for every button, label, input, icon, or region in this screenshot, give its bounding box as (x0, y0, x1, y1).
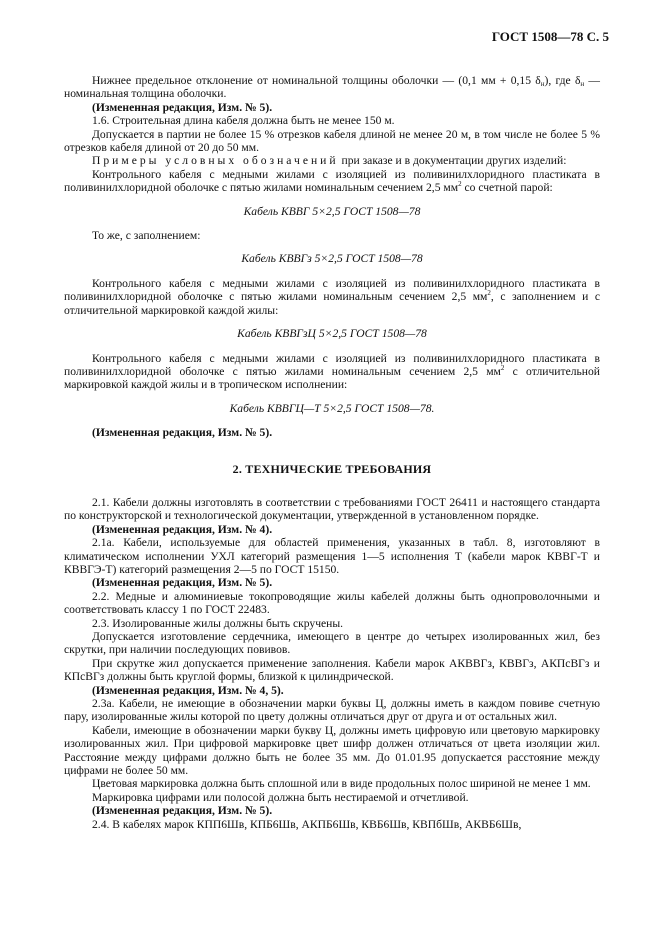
amendment-note: (Измененная редакция, Изм. № 5). (92, 576, 273, 590)
paragraph-2-4: 2.4. В кабелях марок КПП6Шв, КПБ6Шв, АКПБ6Шв, КВБ6Шв, КВПбШв, АКВБ6Шв, (92, 817, 522, 831)
amendment-note: (Измененная редакция, Изм. № 4, 5). (92, 683, 284, 697)
paragraph-example-4: Контрольного кабеля с медными жилами с изоляцией из поливинилхлоридного пластиката в поливинилхлоридной оболочке с пятью жилами номинальным сечением 2,5 $мм^2$ с отличительной маркировкой каждой жилы и в тропическом исполнении: (64, 351, 600, 392)
paragraph-color-marking: Цветовая маркировка должна быть сплошной или в виде продольных полос шириной не менее 1 мм. (92, 777, 591, 791)
paragraph-2-1: 2.1. Кабели должны изготовлять в соответствии с требованиями ГОСТ 26411 и настоящего стандарта по конструкторской и технологической документации, утвержденной в установленном порядке. (64, 495, 600, 523)
amendment-note: (Измененная редакция, Изм. № 5). (92, 100, 273, 114)
paragraph-core-without-twist: Допускается изготовление сердечника, имеющего в центре до четырех изолированных жил, без скрутки, при наличии последующих повивов. (64, 630, 600, 657)
paragraph-marking: Кабели, имеющие в обозначении марки букву Ц, должны иметь цифровую или цветовую маркировку изолированных жил. При цифровой маркировке цвет шифр должен отличаться от цвета изоляции жил. Расстояние между цифрами должно быть не более 35 мм. До 01.01.95 допускается расстояние между цифрами не более 50 мм. (64, 723, 600, 778)
page-body (64, 74, 600, 831)
amendment-note: (Измененная редакция, Изм. № 5). (92, 426, 273, 440)
designation-3: Кабель КВВГзЦ 5×2,5 ГОСТ 1508—78 (237, 327, 427, 341)
page-header: ГОСТ 1508—78 С. 5 (491, 29, 609, 44)
designation-4: Кабель КВВГЦ—Т 5×2,5 ГОСТ 1508—78. (229, 401, 435, 415)
paragraph-example-3: Контрольного кабеля с медными жилами с изоляцией из поливинилхлоридного пластиката в поливинилхлоридной оболочке с пятью жилами номинальным сечением 2,5 $мм^2$, с заполнением и с отличительной маркировкой каждой жилы: (64, 276, 601, 317)
paragraph-1-6: 1.6. Строительная длина кабеля должна быть не менее 150 м. (92, 114, 395, 128)
amendment-note: (Измененная редакция, Изм. № 5). (92, 804, 273, 818)
paragraph-sheath-deviation: Нижнее предельное отклонение от номинальной толщины оболочки — (0,1 мм + 0,15 $\delta_н$), где $\delta_н$ — номинальная толщина оболочки. (64, 74, 600, 101)
paragraph-2-2: 2.2. Медные и алюминиевые токопроводящие жилы кабелей должны быть однопроволочными и соответствовать классу 1 по ГОСТ 22483. (64, 589, 600, 617)
paragraph-2-3: 2.3. Изолированные жилы должны быть скручены. (92, 616, 344, 630)
designation-1: Кабель КВВГ 5×2,5 ГОСТ 1508—78 (243, 204, 421, 218)
designation-2: Кабель КВВГз 5×2,5 ГОСТ 1508—78 (241, 252, 423, 266)
paragraph-example-1: Контрольного кабеля с медными жилами с изоляцией из поливинилхлоридного пластиката в поливинилхлоридной оболочке с пятью жилами номинальным сечением 2,5 $мм^2$ со счетной парой: (64, 167, 600, 195)
paragraph-marking-durable: Маркировка цифрами или полосой должна быть нестираемой и отчетливой. (92, 790, 469, 804)
amendment-note: (Измененная редакция, Изм. № 4). (92, 522, 273, 536)
paragraph-examples-intro: Примеры условных обозначений при заказе и в документации других изделий: (92, 154, 567, 168)
paragraph-batch-lengths: Допускается в партии не более 15 % отрезков кабеля длиной не менее 20 м, в том числе не более 5 % отрезков кабеля длиной от 20 до 50 мм. (64, 127, 600, 155)
paragraph-filling: При скрутке жил допускается применение заполнения. Кабели марок АКВВГз, КВВГз, АКПсВГз и КПсВГз должны быть круглой формы, близкой к цилиндрической. (64, 656, 600, 684)
section-heading: 2. ТЕХНИЧЕСКИЕ ТРЕБОВАНИЯ (232, 461, 432, 476)
paragraph-same-filled: То же, с заполнением: (92, 229, 201, 243)
paragraph-2-1a: 2.1а. Кабели, используемые для областей применения, указанных в табл. 8, изготовляют в климатическом исполнении УХЛ категорий размещения 1—5 исполнения Т (кабели марок КВВГ-Т и КВВГЭ-Т) категорий размещения 2—5 по ГОСТ 15150. (64, 536, 600, 576)
paragraph-2-3a: 2.3а. Кабели, не имеющие в обозначении марки буквы Ц, должны иметь в каждом повиве счетную пару, изолированные жилы которой по цвету должны отличаться друг от друга и от остальных жил. (64, 697, 600, 724)
